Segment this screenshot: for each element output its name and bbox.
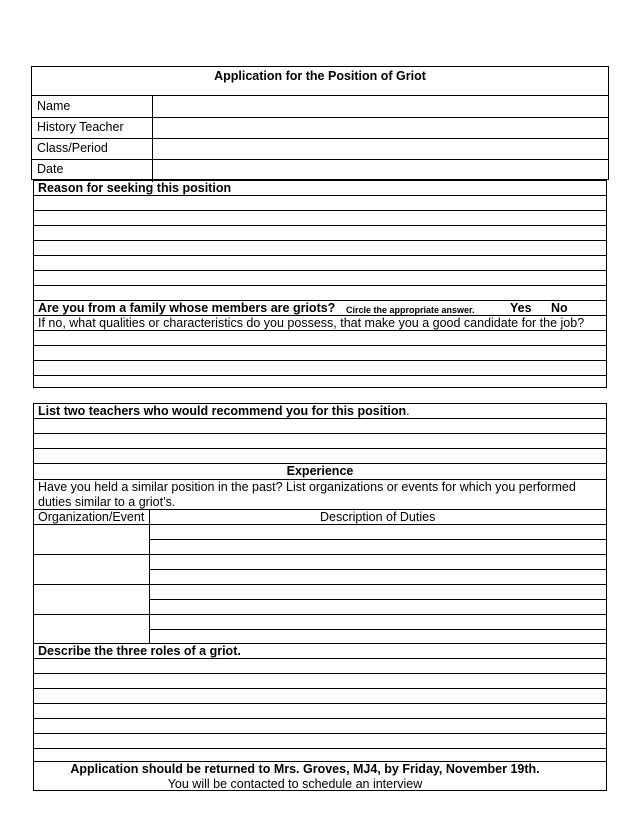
roles-line[interactable] <box>34 703 606 718</box>
roles-line[interactable] <box>34 748 606 761</box>
roles-line[interactable] <box>34 658 606 673</box>
duties-line[interactable] <box>150 629 606 643</box>
roles-line[interactable] <box>34 688 606 703</box>
reason-line[interactable] <box>34 270 606 285</box>
reason-line[interactable] <box>34 210 606 225</box>
info-row-teacher <box>32 117 608 138</box>
teachers-line[interactable] <box>34 433 606 448</box>
teachers-line[interactable] <box>34 448 606 463</box>
duties-line[interactable] <box>150 599 606 614</box>
experience-heading-row <box>34 463 606 479</box>
applicant-info-box <box>31 66 609 180</box>
roles-row <box>34 643 606 658</box>
info-row-date <box>32 159 608 180</box>
roles-line[interactable] <box>34 718 606 733</box>
experience-question-line2: duties similar to a griot’s. <box>38 495 176 509</box>
reason-box <box>33 180 607 388</box>
return-note-row <box>34 761 606 791</box>
class-period-field[interactable] <box>153 139 608 159</box>
date-label: Date <box>37 162 64 176</box>
duties-line[interactable] <box>150 539 606 554</box>
contact-note: You will be contacted to schedule an interview <box>167 777 423 791</box>
experience-question-row <box>34 479 606 509</box>
teachers-line[interactable] <box>34 418 606 433</box>
griot-family-row <box>34 300 606 315</box>
qualities-line[interactable] <box>34 375 606 388</box>
circle-answer-note: Circle the appropriate answer. <box>346 305 475 315</box>
griot-family-question: Are you from a family whose members are griots? <box>38 301 336 315</box>
qualities-row <box>34 315 606 330</box>
reason-line[interactable] <box>34 195 606 210</box>
qualities-line[interactable] <box>34 345 606 360</box>
name-field[interactable] <box>153 96 608 117</box>
form-title: Application for the Position of Griot <box>214 69 426 83</box>
roles-line[interactable] <box>34 673 606 688</box>
experience-table-header <box>34 509 606 524</box>
qualities-question: If no, what qualities or characteristics do you possess, that make you a good candidate for the job? <box>38 316 585 330</box>
class-period-label: Class/Period <box>37 141 108 155</box>
roles-line[interactable] <box>34 733 606 748</box>
reason-line[interactable] <box>34 225 606 240</box>
teacher-field[interactable] <box>153 118 608 138</box>
roles-question: Describe the three roles of a griot. <box>38 644 241 658</box>
experience-box <box>33 403 607 791</box>
qualities-line[interactable] <box>34 330 606 345</box>
answer-no[interactable]: No <box>551 301 568 315</box>
reason-line[interactable] <box>34 240 606 255</box>
reason-line[interactable] <box>34 285 606 300</box>
teachers-label: List two teachers who would recommend you for this position. <box>38 404 410 418</box>
reason-label: Reason for seeking this position <box>38 181 232 195</box>
duties-line[interactable] <box>150 569 606 584</box>
info-row-name <box>32 95 608 117</box>
experience-question-line1: Have you held a similar position in the past? List organizations or events for which you performed <box>38 480 576 494</box>
experience-heading: Experience <box>286 464 354 478</box>
info-row-class <box>32 138 608 159</box>
answer-yes[interactable]: Yes <box>510 301 532 315</box>
col-description: Description of Duties <box>320 510 436 524</box>
reason-line[interactable] <box>34 255 606 270</box>
col-organization: Organization/Event <box>38 510 145 524</box>
return-note: Application should be returned to Mrs. Groves, MJ4, by Friday, November 19th. <box>70 762 540 776</box>
date-field[interactable] <box>153 160 608 180</box>
teacher-label: History Teacher <box>37 120 124 134</box>
qualities-line[interactable] <box>34 360 606 375</box>
name-label: Name <box>37 99 71 113</box>
